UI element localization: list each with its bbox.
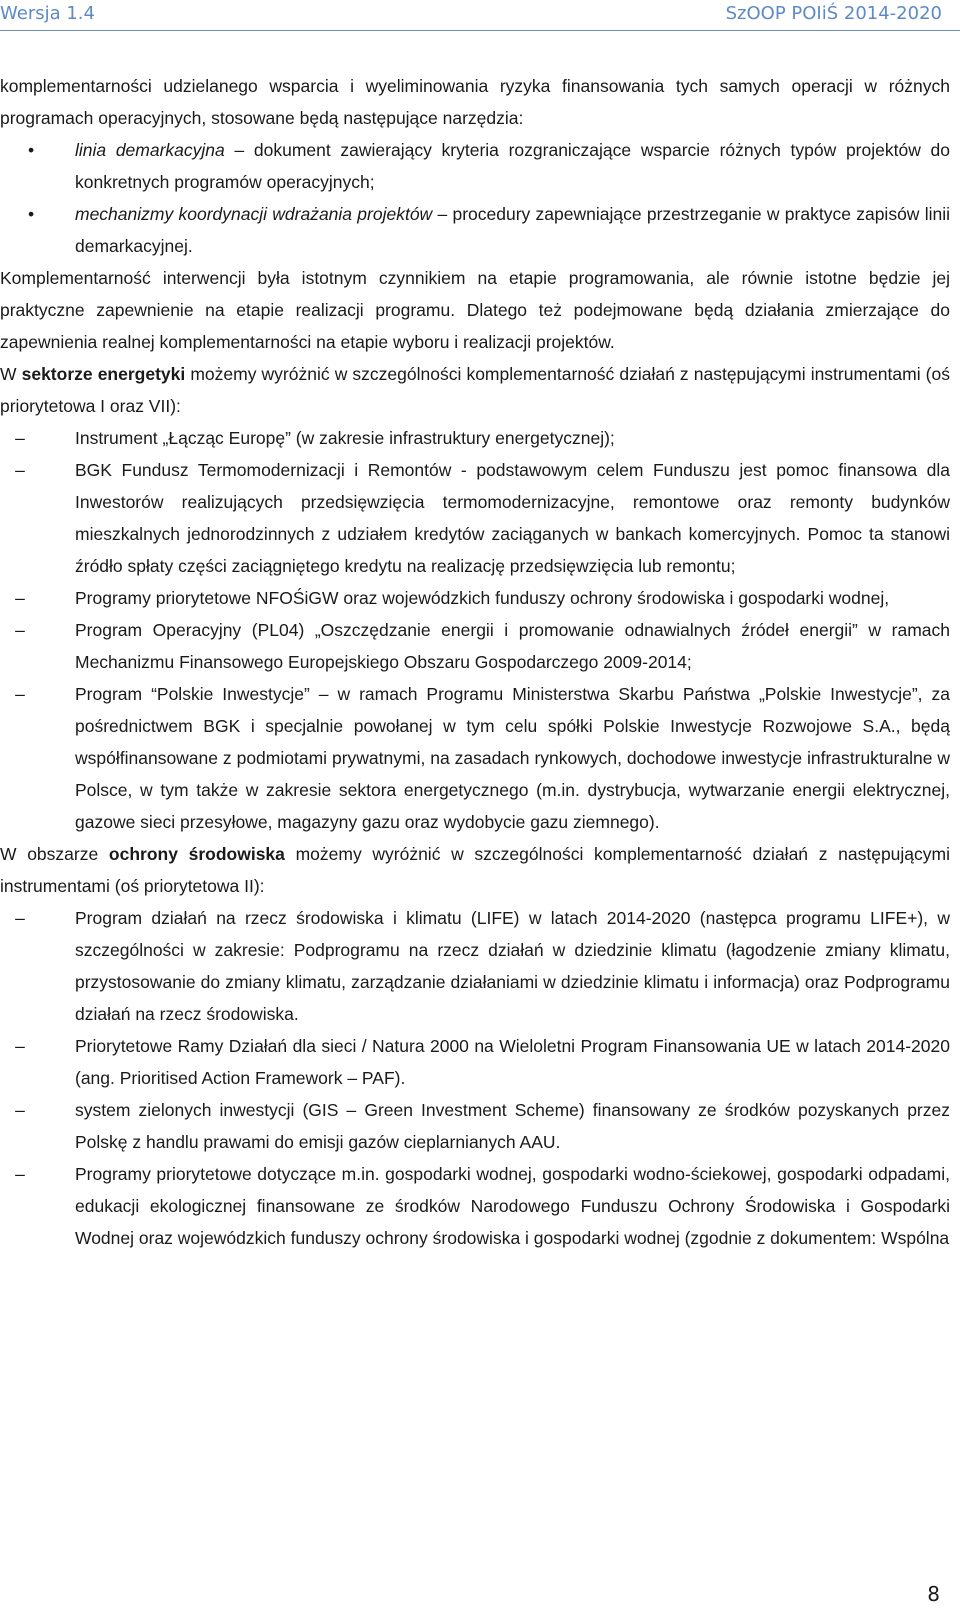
list-item-text: Priorytetowe Ramy Działań dla sieci / Natura 2000 na Wieloletni Program Finansowania UE w latach 2014-2020 (ang. Prioritised Action Framework – PAF). xyxy=(75,1036,950,1088)
list-item-text: Program “Polskie Inwestycje” – w ramach Programu Ministerstwa Skarbu Państwa „Polskie Inwestycje”, za pośrednictwem BGK i specjalnie powołanej w tym celu spółki Polskie Inwestycje Rozwojowe S.A., będą współfinansowane z podmiotami prywatnymi, na zasadach rynkowych, dochodowe inwestycje infrastrukturalne w Polsce, w tym także w zakresie sektora energetycznego (m.in. dystrybucja, wytwarzanie energii elektrycznej, gazowe sieci przesyłowe, magazyny gazu oraz wydobycie gazu ziemnego). xyxy=(75,684,950,832)
bullet-marker: • xyxy=(28,204,35,224)
energy-paragraph xyxy=(0,358,950,422)
document-title: SzOOP POIiŚ 2014-2020 xyxy=(725,3,942,24)
list-item-text: Programy priorytetowe dotyczące m.in. gospodarki wodnej, gospodarki wodno-ściekowej, gospodarki odpadami, edukacji ekologicznej finansowane ze środków Narodowego Funduszu Ochrony Środowiska i Gospodarki Wodnej oraz wojewódzkich funduszy ochrony środowiska i gospodarki wodnej (zgodnie z dokumentem: Wspólna xyxy=(75,1164,950,1248)
dash-marker: – xyxy=(15,620,25,640)
intro-paragraph: komplementarności udzielanego wsparcia i wyeliminowania ryzyka finansowania tych samych operacji w różnych programach operacyjnych, stosowane będą następujące narzędzia: xyxy=(0,76,950,128)
energy-suffix: możemy wyróżnić w szczególności komplementarność działań z następującymi instrumentami (oś priorytetowa I oraz VII): xyxy=(0,364,950,416)
dash-marker: – xyxy=(15,588,25,608)
environment-prefix: W obszarze xyxy=(0,844,109,864)
dash-marker: – xyxy=(15,684,25,704)
environment-sector-term: ochrony środowiska xyxy=(108,844,285,864)
list-item xyxy=(0,1158,950,1254)
list-item-term: linia demarkacyjna xyxy=(75,140,225,160)
tools-list xyxy=(0,134,950,262)
dash-marker: – xyxy=(15,1164,25,1184)
list-item-text: system zielonych inwestycji (GIS – Green Investment Scheme) finansowany ze środków pozyskanych przez Polskę z handlu prawami do emisji gazów cieplarnianych AAU. xyxy=(75,1100,950,1152)
dash-marker: – xyxy=(15,428,25,448)
list-item xyxy=(0,614,950,678)
list-item-text: Programy priorytetowe NFOŚiGW oraz wojewódzkich funduszy ochrony środowiska i gospodarki wodnej, xyxy=(75,588,890,608)
bullet-marker: • xyxy=(28,140,35,160)
environment-suffix: możemy wyróżnić w szczególności komplementarność działań z następującymi instrumentami (oś priorytetowa II): xyxy=(0,844,951,896)
list-item-term: mechanizmy koordynacji wdrażania projektów xyxy=(75,204,433,224)
energy-sector-term: sektorze energetyki xyxy=(21,364,186,384)
list-item-text: BGK Fundusz Termomodernizacji i Remontów - podstawowym celem Funduszu jest pomoc finansowa dla Inwestorów realizujących przedsięwzięcia termomodernizacyjne, remontowe oraz remonty budynków mieszkalnych jednorodzinnych z udziałem kredytów zaciąganych w bankach komercyjnych. Pomoc ta stanowi źródło spłaty części zaciągniętego kredytu na realizację przedsięwzięcia lub remontu; xyxy=(75,460,950,576)
list-item xyxy=(0,134,950,198)
list-item xyxy=(0,1030,950,1094)
dash-marker: – xyxy=(15,1036,25,1056)
complementarity-paragraph: Komplementarność interwencji była istotnym czynnikiem na etapie programowania, ale równie istotne będzie jej praktyczne zapewnienie na etapie realizacji programu. Dlatego też podejmowane będą działania zmierzające do zapewnienia realnej komplementarności na etapie wyboru i realizacji projektów. xyxy=(0,268,950,352)
environment-instruments-list xyxy=(0,902,950,1254)
list-item xyxy=(0,678,950,838)
energy-instruments-list xyxy=(0,422,950,838)
document-body xyxy=(0,70,950,1254)
list-item xyxy=(0,582,950,614)
version-label: Wersja 1.4 xyxy=(0,3,95,24)
dash-marker: – xyxy=(15,1100,25,1120)
energy-prefix: W xyxy=(0,364,22,384)
list-item-text: Program działań na rzecz środowiska i klimatu (LIFE) w latach 2014-2020 (następca programu LIFE+), w szczególności w zakresie: Podprogramu na rzecz działań w dziedzinie klimatu (łagodzenie zmiany klimatu, przystosowanie do zmiany klimatu, zarządzanie działaniami w dziedzinie klimatu i informacja) oraz Podprogramu działań na rzecz środowiska. xyxy=(75,908,950,1024)
dash-marker: – xyxy=(15,908,25,928)
page-number: 8 xyxy=(927,1582,940,1606)
list-item xyxy=(0,454,950,582)
list-item xyxy=(0,198,950,262)
page-header xyxy=(0,0,960,31)
list-item xyxy=(0,1094,950,1158)
list-item-text: – dokument zawierający kryteria rozgraniczające wsparcie różnych typów projektów do konkretnych programów operacyjnych; xyxy=(75,140,950,192)
list-item-text: Program Operacyjny (PL04) „Oszczędzanie energii i promowanie odnawialnych źródeł energii” w ramach Mechanizmu Finansowego Europejskiego Obszaru Gospodarczego 2009-2014; xyxy=(75,620,950,672)
list-item xyxy=(0,902,950,1030)
list-item-text: Instrument „Łącząc Europę” (w zakresie infrastruktury energetycznej); xyxy=(75,428,615,448)
environment-paragraph xyxy=(0,838,950,902)
list-item-text: – procedury zapewniające przestrzeganie w praktyce zapisów linii demarkacyjnej. xyxy=(75,204,950,256)
dash-marker: – xyxy=(15,460,25,480)
list-item xyxy=(0,422,950,454)
